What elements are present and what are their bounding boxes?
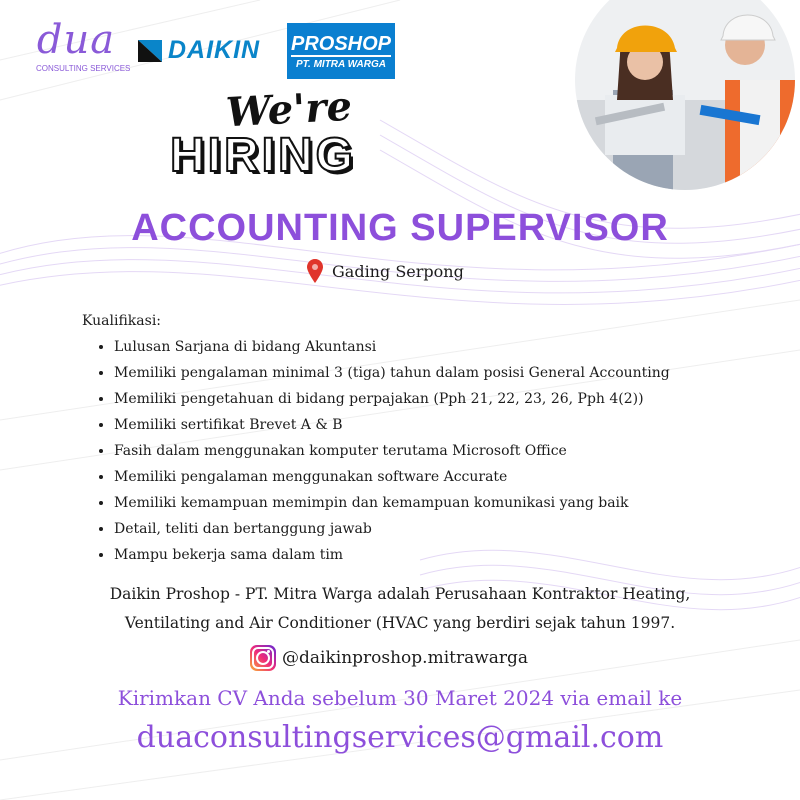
qualifications-section <box>82 308 670 568</box>
list-item: • Mampu bekerja sama dalam tim <box>114 542 670 568</box>
proshop-logo-title: PROSHOP <box>290 32 392 55</box>
engineers-photo <box>565 0 795 190</box>
dua-consulting-logo <box>36 17 131 73</box>
qualifications-heading: Kualifikasi: <box>82 313 162 329</box>
daikin-logo <box>138 36 260 65</box>
proshop-logo <box>287 23 395 79</box>
list-item: • Memiliki pengalaman menggunakan software Accurate <box>114 464 670 490</box>
list-item: • Fasih dalam menggunakan komputer terutama Microsoft Office <box>114 438 670 464</box>
list-item: • Detail, teliti dan bertanggung jawab <box>114 516 670 542</box>
instagram-handle[interactable] <box>250 645 528 671</box>
daikin-mark-icon <box>138 40 162 62</box>
dua-logo-word: dua <box>36 17 116 63</box>
list-item: • Memiliki pengetahuan di bidang perpajakan (Pph 21, 22, 23, 26, Pph 4(2)) <box>114 386 670 412</box>
list-item: • Memiliki sertifikat Brevet A & B <box>114 412 670 438</box>
dua-logo-subtitle: CONSULTING SERVICES <box>36 64 131 73</box>
location-pin-icon <box>306 258 324 284</box>
job-title: ACCOUNTING SUPERVISOR <box>131 207 669 249</box>
list-item: • Memiliki kemampuan memimpin dan kemampuan komunikasi yang baik <box>114 490 670 516</box>
proshop-logo-subtitle: PT. MITRA WARGA <box>296 58 386 70</box>
company-description-line: Daikin Proshop - PT. Mitra Warga adalah Perusahaan Kontraktor Heating, <box>109 585 691 603</box>
qualifications-list <box>82 334 670 568</box>
company-description <box>0 580 800 638</box>
company-description-line: Ventilating and Air Conditioner (HVAC yang berdiri sejak tahun 1997. <box>124 614 676 632</box>
list-item: • Lulusan Sarjana di bidang Akuntansi <box>114 334 670 360</box>
daikin-logo-text: DAIKIN <box>168 36 261 64</box>
list-item: • Memiliki pengalaman minimal 3 (tiga) tahun dalam posisi General Accounting <box>114 360 670 386</box>
were-heading: We're <box>224 82 354 137</box>
instagram-handle-text: @daikinproshop.mitrawarga <box>282 648 529 668</box>
hiring-heading: HIRING <box>170 129 356 182</box>
location-text: Gading Serpong <box>332 261 464 281</box>
instagram-icon <box>250 645 276 671</box>
contact-email-link[interactable]: duaconsultingservices@gmail.com <box>136 720 664 755</box>
job-location <box>306 258 464 284</box>
application-deadline: Kirimkan CV Anda sebelum 30 Maret 2024 via email ke <box>117 686 683 710</box>
